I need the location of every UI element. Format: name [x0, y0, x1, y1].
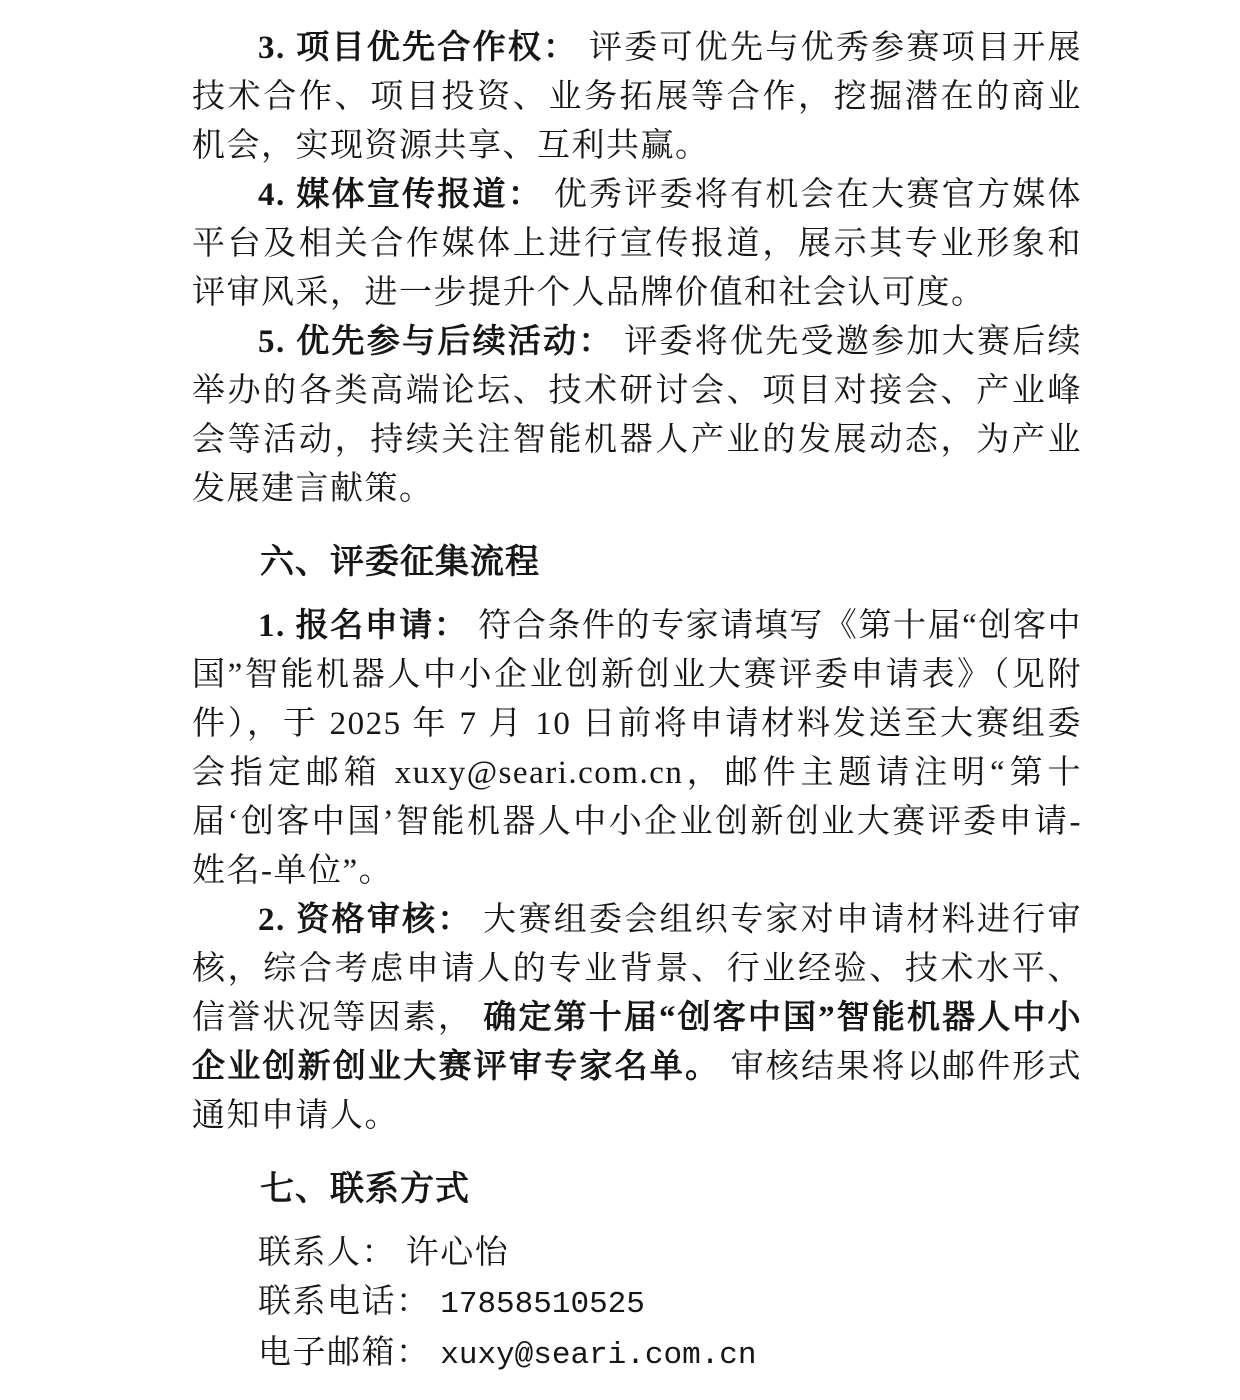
contact-phone-label: 联系电话： [258, 1284, 431, 1320]
contact-phone-value: 17858510525 [440, 1287, 645, 1322]
paragraph-item-5 [192, 318, 1082, 514]
step-2-tail: 审核结果将以邮件形式通知申请人。 [192, 1049, 1083, 1134]
paragraph-item-4 [192, 171, 1082, 318]
item-5-lead: 5. 优先参与后续活动： [258, 324, 614, 360]
item-4-lead: 4. 媒体宣传报道： [258, 177, 544, 213]
contact-email-label: 电子邮箱： [258, 1335, 431, 1371]
step-1-lead: 1. 报名申请： [258, 608, 469, 644]
paragraph-step-1 [192, 602, 1082, 896]
step-1-body: 符合条件的专家请填写《第十届“创客中国”智能机器人中小企业创新创业大赛评委申请表》（见附件），于 2025 年 7 月 10 日前将申请材料发送至大赛组委会指定邮箱 xuxy@seari.com.cn，邮件主题请注明“第十届‘创客中国’智能机器人中小企业创新创业大赛评委申请-姓名-单位”。 [192, 608, 1083, 889]
step-2-body: 大赛组委会组织专家对申请材料进行审核，综合考虑申请人的专业背景、行业经验、技术水平、信誉状况等因素， [192, 902, 1083, 1036]
contact-phone-line [192, 1278, 1082, 1329]
step-2-lead: 2. 资格审核： [258, 902, 473, 938]
section-6-heading: 六、评委征集流程 [260, 543, 540, 581]
section-7-heading: 七、联系方式 [260, 1170, 470, 1208]
contact-email-line [192, 1329, 1082, 1380]
contact-name-line [192, 1229, 1082, 1278]
paragraph-step-2 [192, 896, 1082, 1141]
item-3-body: 评委可优先与优秀参赛项目开展技术合作、项目投资、业务拓展等合作，挖掘潜在的商业机会，实现资源共享、互利共赢。 [192, 30, 1083, 164]
item-4-body: 优秀评委将有机会在大赛官方媒体平台及相关合作媒体上进行宣传报道，展示其专业形象和评审风采，进一步提升个人品牌价值和社会认可度。 [192, 177, 1083, 311]
contact-name-value: 许心怡 [405, 1235, 510, 1271]
item-3-lead: 3. 项目优先合作权： [258, 30, 579, 66]
contact-email-value: xuxy@seari.com.cn [440, 1338, 757, 1373]
paragraph-item-3 [192, 24, 1082, 171]
contact-name-label: 联系人： [258, 1235, 396, 1271]
step-2-bold-result: 确定第十届“创客中国”智能机器人中小企业创新创业大赛评审专家名单。 [192, 1000, 1082, 1085]
item-5-body: 评委将优先受邀参加大赛后续举办的各类高端论坛、技术研讨会、项目对接会、产业峰会等活动，持续关注智能机器人产业的发展动态，为产业发展建言献策。 [192, 324, 1083, 507]
